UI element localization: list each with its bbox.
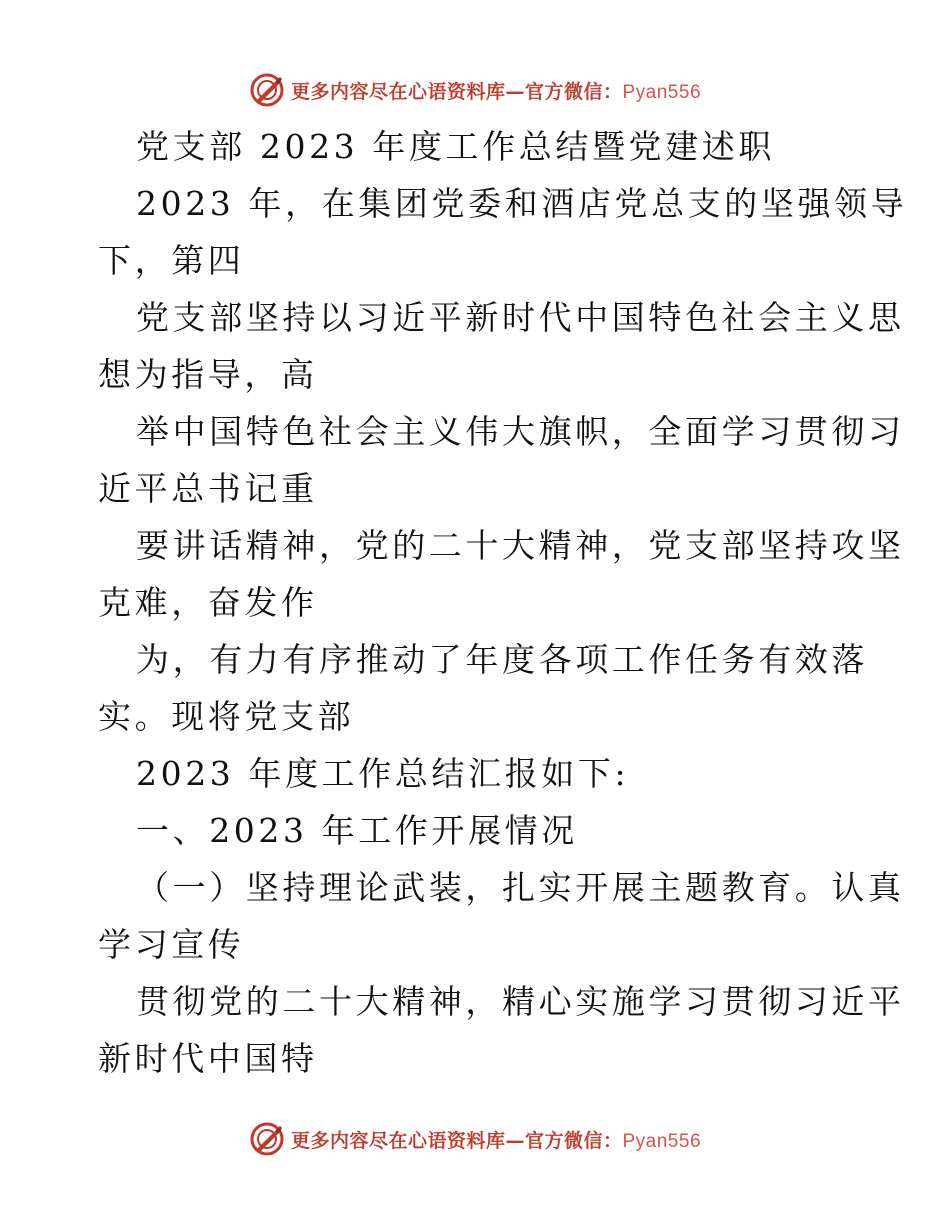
watermark-separator: — xyxy=(505,80,525,103)
paragraph-line: 实。现将党支部 xyxy=(98,697,355,736)
watermark-text xyxy=(291,1126,701,1153)
logo-icon xyxy=(249,1121,285,1157)
paragraph-line: 举中国特色社会主义伟大旗帜，全面学习贯彻习 xyxy=(136,412,905,451)
paragraph-line: 近平总书记重 xyxy=(98,469,318,508)
paragraph-line: 要讲话精神，党的二十大精神，党支部坚持攻坚 xyxy=(136,526,905,565)
watermark-label: 官方微信： xyxy=(524,1129,623,1152)
paragraph-line: 下，第四 xyxy=(98,241,245,280)
paragraph-line: 想为指导，高 xyxy=(98,355,318,394)
watermark-label: 官方微信： xyxy=(524,80,623,103)
paragraph-line: 贯彻党的二十大精神，精心实施学习贯彻习近平 xyxy=(136,982,905,1021)
footer-watermark-banner xyxy=(0,1117,950,1161)
header-watermark-content xyxy=(249,72,701,108)
watermark-id: Pyan556 xyxy=(622,1130,702,1152)
watermark-brand: 更多内容尽在心语资料库 xyxy=(290,80,506,103)
watermark-brand: 更多内容尽在心语资料库 xyxy=(290,1129,506,1152)
watermark-id: Pyan556 xyxy=(622,81,702,103)
paragraph-line: 2023 年度工作总结汇报如下: xyxy=(136,754,630,793)
paragraph-line: 新时代中国特 xyxy=(98,1039,318,1078)
footer-watermark-content xyxy=(249,1121,701,1157)
paragraph-line: 党支部坚持以习近平新时代中国特色社会主义思 xyxy=(136,298,905,337)
paragraph-line: 为，有力有序推动了年度各项工作任务有效落 xyxy=(136,640,868,679)
watermark-text xyxy=(291,77,701,104)
paragraph-line: 2023 年，在集团党委和酒店党总支的坚强领导 xyxy=(136,184,908,223)
header-watermark-banner xyxy=(0,68,950,112)
document-title: 党支部 2023 年度工作总结暨党建述职 xyxy=(136,127,775,166)
section-heading: 一、2023 年工作开展情况 xyxy=(136,811,578,850)
paragraph-line: 学习宣传 xyxy=(98,925,245,964)
subsection-heading: （一）坚持理论武装，扎实开展主题教育。认真 xyxy=(136,868,905,907)
logo-icon xyxy=(249,72,285,108)
document-body xyxy=(98,118,908,1087)
paragraph-line: 克难，奋发作 xyxy=(98,583,318,622)
watermark-separator: — xyxy=(505,1129,525,1152)
